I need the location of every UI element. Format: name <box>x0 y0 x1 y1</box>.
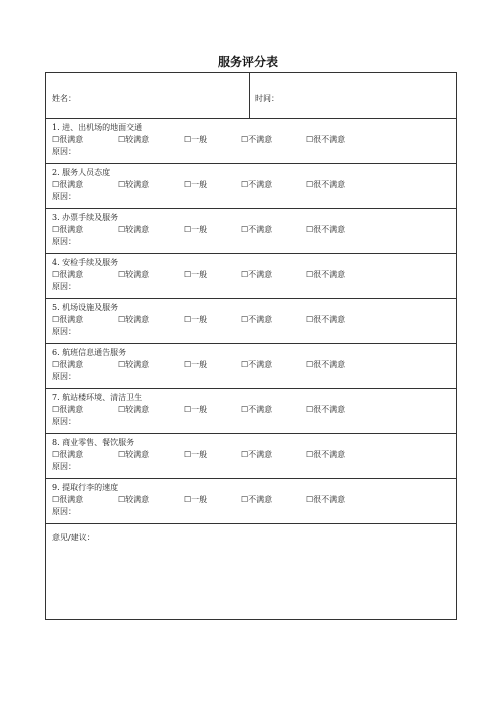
rating-checkbox-option[interactable]: ☐较满意 <box>118 405 150 414</box>
rating-checkbox-option[interactable]: ☐较满意 <box>118 495 150 504</box>
rating-checkbox-option[interactable]: ☐很满意 <box>52 450 84 459</box>
rating-checkbox-option[interactable]: ☐较满意 <box>118 450 150 459</box>
rating-checkbox-option[interactable]: ☐很不满意 <box>306 135 346 144</box>
rating-checkbox-option[interactable]: ☐很满意 <box>52 135 84 144</box>
reason-label: 原因： <box>52 372 76 381</box>
rating-checkbox-option[interactable]: ☐不满意 <box>241 225 273 234</box>
question-row <box>46 209 456 254</box>
question-text: 8. 商业零售、餐饮服务 <box>52 438 135 447</box>
question-text: 4. 安检手续及服务 <box>52 258 119 267</box>
reason-label: 原因： <box>52 282 76 291</box>
rating-checkbox-option[interactable]: ☐不满意 <box>241 180 273 189</box>
rating-checkbox-option[interactable]: ☐很不满意 <box>306 405 346 414</box>
reason-label: 原因： <box>52 192 76 201</box>
rating-checkbox-option[interactable]: ☐较满意 <box>118 360 150 369</box>
rating-checkbox-option[interactable]: ☐一般 <box>184 315 208 324</box>
rating-options <box>52 404 452 416</box>
rating-checkbox-option[interactable]: ☐较满意 <box>118 315 150 324</box>
rating-checkbox-option[interactable]: ☐不满意 <box>241 450 273 459</box>
question-text: 5. 机场设施及服务 <box>52 303 119 312</box>
rating-options <box>52 314 452 326</box>
rating-options <box>52 494 452 506</box>
rating-checkbox-option[interactable]: ☐较满意 <box>118 135 150 144</box>
reason-label: 原因： <box>52 462 76 471</box>
question-row <box>46 479 456 524</box>
rating-options <box>52 269 452 281</box>
question-text: 6. 航班信息通告服务 <box>52 348 127 357</box>
rating-checkbox-option[interactable]: ☐很满意 <box>52 495 84 504</box>
rating-checkbox-option[interactable]: ☐很不满意 <box>306 180 346 189</box>
rating-form <box>45 72 457 620</box>
rating-checkbox-option[interactable]: ☐很不满意 <box>306 270 346 279</box>
rating-options <box>52 134 452 146</box>
question-text: 7. 航站楼环境、清洁卫生 <box>52 393 143 402</box>
rating-checkbox-option[interactable]: ☐一般 <box>184 135 208 144</box>
rating-checkbox-option[interactable]: ☐很不满意 <box>306 450 346 459</box>
rating-checkbox-option[interactable]: ☐一般 <box>184 405 208 414</box>
reason-label: 原因： <box>52 327 76 336</box>
reason-label: 原因： <box>52 417 76 426</box>
reason-label: 原因： <box>52 147 76 156</box>
rating-checkbox-option[interactable]: ☐一般 <box>184 495 208 504</box>
rating-checkbox-option[interactable]: ☐很不满意 <box>306 225 346 234</box>
rating-checkbox-option[interactable]: ☐一般 <box>184 270 208 279</box>
question-row <box>46 434 456 479</box>
rating-checkbox-option[interactable]: ☐一般 <box>184 225 208 234</box>
rating-checkbox-option[interactable]: ☐很不满意 <box>306 495 346 504</box>
rating-checkbox-option[interactable]: ☐很满意 <box>52 225 84 234</box>
rating-checkbox-option[interactable]: ☐一般 <box>184 360 208 369</box>
rating-checkbox-option[interactable]: ☐不满意 <box>241 315 273 324</box>
name-label: 姓名： <box>52 94 76 103</box>
question-row <box>46 164 456 209</box>
header-divider <box>249 73 250 118</box>
question-text: 2. 服务人员态度 <box>52 168 111 177</box>
form-title: 服务评分表 <box>217 55 278 69</box>
header-row <box>46 73 456 119</box>
rating-checkbox-option[interactable]: ☐很满意 <box>52 270 84 279</box>
rating-checkbox-option[interactable]: ☐一般 <box>184 180 208 189</box>
rating-checkbox-option[interactable]: ☐较满意 <box>118 270 150 279</box>
rating-options <box>52 224 452 236</box>
rating-checkbox-option[interactable]: ☐不满意 <box>241 135 273 144</box>
rating-options <box>52 359 452 371</box>
rating-checkbox-option[interactable]: ☐不满意 <box>241 360 273 369</box>
rating-options <box>52 449 452 461</box>
rating-checkbox-option[interactable]: ☐很满意 <box>52 315 84 324</box>
reason-label: 原因： <box>52 237 76 246</box>
rating-checkbox-option[interactable]: ☐较满意 <box>118 225 150 234</box>
rating-checkbox-option[interactable]: ☐一般 <box>184 450 208 459</box>
rating-checkbox-option[interactable]: ☐不满意 <box>241 270 273 279</box>
rating-checkbox-option[interactable]: ☐很满意 <box>52 180 84 189</box>
question-row <box>46 254 456 299</box>
rating-checkbox-option[interactable]: ☐很不满意 <box>306 360 346 369</box>
rating-options <box>52 179 452 191</box>
question-text: 1. 进、出机场的地面交通 <box>52 123 143 132</box>
rating-checkbox-option[interactable]: ☐很满意 <box>52 360 84 369</box>
question-text: 9. 提取行李的速度 <box>52 483 119 492</box>
question-text: 3. 办票手续及服务 <box>52 213 119 222</box>
question-row <box>46 119 456 164</box>
time-label: 时间： <box>255 94 279 103</box>
rating-checkbox-option[interactable]: ☐很满意 <box>52 405 84 414</box>
question-row <box>46 344 456 389</box>
rating-checkbox-option[interactable]: ☐不满意 <box>241 405 273 414</box>
rating-checkbox-option[interactable]: ☐不满意 <box>241 495 273 504</box>
question-row <box>46 299 456 344</box>
question-row <box>46 389 456 434</box>
rating-checkbox-option[interactable]: ☐较满意 <box>118 180 150 189</box>
reason-label: 原因： <box>52 507 76 516</box>
rating-checkbox-option[interactable]: ☐很不满意 <box>306 315 346 324</box>
suggestion-label: 意见/建议： <box>52 533 95 542</box>
